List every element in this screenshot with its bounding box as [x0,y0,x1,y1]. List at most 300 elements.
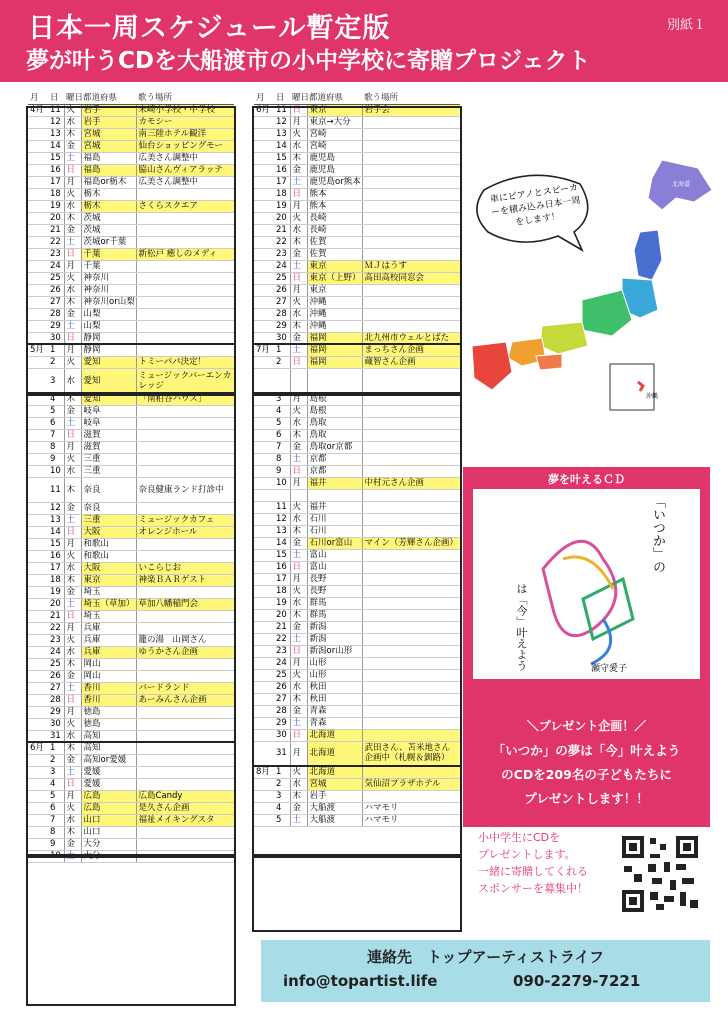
cell-weekday: 土 [64,514,81,526]
cell-day: 7 [48,429,64,441]
cell-weekday: 金 [290,537,307,549]
cell-weekday: 火 [290,501,307,513]
cell-weekday: 金 [64,754,81,766]
cell-day: 9 [48,838,64,850]
cell-day: 12 [48,116,64,128]
cell-prefecture: 鳥取or京都 [307,441,362,453]
cell-day: 26 [48,670,64,682]
cell-weekday: 土 [290,549,307,561]
cell-venue: 籠の湯 山岡さん [136,634,234,646]
cell-day: 28 [274,705,290,717]
cell-prefecture: 山梨 [81,320,136,332]
cell-day: 24 [274,260,290,272]
cell-weekday: 日 [290,356,307,368]
cell-day: 10 [48,465,64,477]
cell-day: 30 [274,332,290,344]
cell-prefecture: 岡山 [81,658,136,670]
cell-prefecture: 秋田 [307,681,362,693]
cell-day: 25 [274,272,290,284]
cell-weekday: 水 [64,368,81,393]
cell-day: 4 [48,393,64,405]
cell-day: 8 [274,453,290,465]
cell-venue: ゆうかさん企画 [136,646,234,658]
cell-day: 15 [48,538,64,550]
cell-prefecture: 神奈川or山梨 [81,296,136,308]
cell-weekday: 日 [64,429,81,441]
cell-prefecture: 沖縄 [307,320,362,332]
cell-prefecture: 大阪 [81,526,136,538]
cell-weekday: 日 [290,188,307,200]
cell-weekday: 金 [290,441,307,453]
okinawa-label: 沖縄 [646,393,659,400]
cell-weekday: 木 [64,212,81,224]
cell-prefecture: 石川 [307,513,362,525]
cell-weekday: 火 [290,296,307,308]
cell-day: 29 [48,320,64,332]
cd-art-signature: 瀬守愛子 [591,664,628,674]
cell-prefecture: 千葉 [81,248,136,260]
cell-weekday: 月 [64,441,81,453]
cell-day: 18 [274,188,290,200]
cell-weekday: 日 [64,694,81,706]
cell-day: 17 [48,562,64,574]
cell-day: 23 [48,634,64,646]
cell-day: 30 [274,729,290,741]
cell-weekday: 火 [64,272,81,284]
cell-weekday: 金 [64,670,81,682]
june-block-border [26,856,236,1006]
cell-weekday: 木 [290,609,307,621]
cell-prefecture: 青森 [307,705,362,717]
cell-prefecture: 鳥取 [307,417,362,429]
cell-day: 15 [274,549,290,561]
cell-prefecture: 福島 [81,152,136,164]
cell-venue: 広島Candy [136,790,234,802]
cell-day: 17 [274,176,290,188]
cell-weekday: 金 [64,140,81,152]
cell-day: 6 [48,417,64,429]
cell-weekday: 日 [64,164,81,176]
cell-prefecture: 新潟 [307,633,362,645]
cell-weekday: 月 [64,538,81,550]
col-prefecture: 都道府県 [307,92,362,104]
cell-prefecture: 福岡 [307,344,362,356]
cell-prefecture: 茨城 [81,212,136,224]
cell-day: 28 [274,308,290,320]
cell-prefecture: 佐賀 [307,236,362,248]
cell-weekday: 火 [64,356,81,368]
cell-day: 5 [274,417,290,429]
cell-venue: ミュージックバーエンカレッジ [136,368,234,393]
cell-prefecture: 京都 [307,453,362,465]
cell-prefecture: 岩手 [81,116,136,128]
cell-prefecture: 福岡 [307,356,362,368]
cell-weekday: 水 [64,284,81,296]
april-block-border [26,106,236,394]
cell-day: 12 [274,513,290,525]
cell-weekday: 木 [64,296,81,308]
cell-day: 19 [274,200,290,212]
cell-prefecture: 北海道 [307,729,362,741]
cell-prefecture: 東京 [81,574,136,586]
cell-month: 7月 [254,344,274,356]
cell-day: 18 [274,585,290,597]
cell-prefecture: 三重 [81,514,136,526]
cell-weekday: 日 [290,104,307,116]
cell-month: 6月 [28,742,48,754]
cell-prefecture: 岩手 [307,790,362,802]
col-day: 日 [274,92,290,104]
cell-weekday: 水 [290,308,307,320]
cd-title: 夢を叶えるＣＤ [548,473,625,486]
cell-weekday: 水 [64,814,81,826]
cell-prefecture: 宮崎 [307,140,362,152]
cell-venue: 是久さん企画 [136,802,234,814]
cell-venue: 末崎小学校・中学校 [136,104,234,116]
cell-day: 19 [48,200,64,212]
cell-prefecture: 兵庫 [81,622,136,634]
cell-day: 8 [48,826,64,838]
cell-weekday: 水 [290,597,307,609]
cell-day: 4 [48,778,64,790]
cell-weekday: 金 [64,405,81,417]
cell-day: 25 [274,669,290,681]
cell-weekday: 月 [290,116,307,128]
cell-weekday: 日 [290,729,307,741]
cell-venue: 武田さん、苫米地さん企画中（札幌＆釧路） [362,741,460,766]
cell-day: 20 [48,212,64,224]
cell-venue: あーみんさん企画 [136,694,234,706]
note-line: 小中学生にCDを [478,831,561,844]
cell-prefecture: 熊本 [307,200,362,212]
june-late-block-border [252,106,462,394]
cell-weekday: 金 [64,224,81,236]
cell-day: 16 [274,561,290,573]
cell-day: 13 [274,525,290,537]
cell-day: 2 [274,778,290,790]
cell-weekday: 日 [64,610,81,622]
cell-prefecture: 千葉 [81,260,136,272]
cell-day: 13 [48,128,64,140]
cell-day: 12 [48,502,64,514]
cell-prefecture: 神奈川 [81,272,136,284]
cell-weekday: 日 [290,561,307,573]
cell-weekday: 水 [290,681,307,693]
cell-venue: まっちさん企画 [362,344,460,356]
cell-weekday: 木 [290,790,307,802]
cd-cover-art [473,489,700,679]
cell-day: 13 [274,128,290,140]
cell-day: 24 [48,260,64,272]
contact-label: 連絡先 トップアーティストライフ [366,948,604,966]
contact-email[interactable]: info@topartist.life [283,972,438,990]
cell-day: 1 [274,766,290,778]
cell-day: 31 [274,741,290,766]
cell-day: 12 [274,116,290,128]
cell-day: 4 [274,405,290,417]
cell-prefecture: 石川or富山 [307,537,362,549]
cell-day: 10 [48,850,64,862]
cell-weekday: 金 [290,802,307,814]
cell-day: 2 [48,356,64,368]
cell-prefecture: 福島 [81,164,136,176]
cell-prefecture: 大船渡 [307,814,362,826]
cell-day: 29 [48,706,64,718]
cell-prefecture: 鹿児島or熊本 [307,176,362,188]
cell-venue: 「南粕谷ハウス」 [136,393,234,405]
cell-day: 3 [48,766,64,778]
cell-weekday: 月 [290,284,307,296]
cell-weekday: 水 [64,730,81,742]
hokkaido-label: 北海道 [672,181,691,188]
cell-day: 21 [274,621,290,633]
cell-prefecture: 大分 [81,850,136,862]
cell-weekday: 水 [290,417,307,429]
cell-day: 23 [274,248,290,260]
cell-weekday: 火 [290,128,307,140]
cell-prefecture: 青森 [307,717,362,729]
cell-day: 6 [274,429,290,441]
cell-day: 30 [48,718,64,730]
cell-weekday: 木 [64,574,81,586]
cell-day: 26 [274,284,290,296]
cell-prefecture: 富山 [307,549,362,561]
note-line: 日本一周の初日で歌う母校の [478,814,621,827]
cell-venue: 蔵智さん企画 [362,356,460,368]
cell-weekday: 火 [290,405,307,417]
cell-day: 14 [48,526,64,538]
cell-day: 27 [274,693,290,705]
cell-prefecture: 山口 [81,814,136,826]
cell-prefecture: 高知or愛媛 [81,754,136,766]
cell-weekday: 土 [290,633,307,645]
cell-weekday: 水 [290,224,307,236]
cell-day: 24 [274,657,290,669]
cell-day: 14 [274,537,290,549]
cell-day: 15 [48,152,64,164]
cell-prefecture: 高知 [81,730,136,742]
cell-prefecture: 奈良 [81,477,136,502]
cell-weekday: 木 [64,128,81,140]
cell-day: 26 [274,681,290,693]
cell-weekday: 金 [64,502,81,514]
cell-prefecture: 岩手 [81,104,136,116]
cell-weekday: 土 [64,766,81,778]
cell-weekday: 土 [290,453,307,465]
cell-venue: 中村元さん企画 [362,477,460,489]
cell-weekday: 月 [64,260,81,272]
cell-day: 11 [274,501,290,513]
cell-day: 27 [48,682,64,694]
cell-weekday: 水 [290,513,307,525]
may-block-border [26,394,236,856]
cell-venue: 福祉メイキングスタ [136,814,234,826]
cell-weekday: 月 [290,573,307,585]
cell-weekday: 木 [290,320,307,332]
cell-day: 23 [274,645,290,657]
cell-day: 22 [274,633,290,645]
bubble-text: 車にピアノとスピーカーを積み込み日本一周をします！ [489,183,582,228]
cell-day: 27 [48,296,64,308]
cell-day: 29 [274,717,290,729]
cell-weekday: 木 [64,742,81,754]
cell-prefecture: 鹿児島 [307,164,362,176]
cell-prefecture: 香川 [81,682,136,694]
cell-weekday: 月 [64,344,81,356]
cell-venue: 岩手会 [362,104,460,116]
cell-weekday: 火 [64,188,81,200]
cell-weekday: 火 [64,718,81,730]
cell-day: 7 [274,441,290,453]
cell-weekday: 日 [64,332,81,344]
cell-day: 21 [274,224,290,236]
cell-prefecture: 栃木 [81,200,136,212]
cell-prefecture: 愛知 [81,393,136,405]
cell-weekday: 月 [290,741,307,766]
august-block-border [252,856,462,932]
cell-venue: 北九州市ウェルとばた [362,332,460,344]
present-line-2: のCDを209名の子どもたちに [501,767,672,782]
cell-prefecture: 山梨 [81,308,136,320]
cell-prefecture: 奈良 [81,502,136,514]
cell-prefecture: 東京 [307,104,362,116]
cell-prefecture: 群馬 [307,609,362,621]
cell-prefecture: 島根 [307,393,362,405]
cell-weekday: 金 [64,838,81,850]
note-line: スポンサーを募集中！ [478,882,588,895]
contact-box [261,940,710,1002]
cell-venue: カモシー [136,116,234,128]
cell-day: 16 [48,164,64,176]
cell-prefecture: 福島or栃木 [81,176,136,188]
cell-day: 11 [48,477,64,502]
cell-prefecture: 宮城 [81,128,136,140]
cell-day: 22 [274,236,290,248]
note-line: 一緒に寄贈してくれる [478,865,588,878]
cell-prefecture: 大阪 [81,562,136,574]
cell-prefecture: 長野 [307,585,362,597]
col-venue: 歌う場所 [362,92,460,104]
cell-prefecture: 和歌山 [81,550,136,562]
cell-weekday: 日 [64,248,81,260]
cell-weekday: 木 [290,236,307,248]
cell-weekday: 金 [64,308,81,320]
cell-venue: 草加八幡稲門会 [136,598,234,610]
cell-day: 5 [274,814,290,826]
cell-weekday: 木 [64,477,81,502]
cell-prefecture: 石川 [307,525,362,537]
cell-day: 5 [48,790,64,802]
cell-day: 21 [48,610,64,622]
cell-venue: 高田高校同窓会 [362,272,460,284]
cell-day: 1 [48,344,64,356]
col-month: 月 [254,92,274,104]
cell-prefecture: 神奈川 [81,284,136,296]
cell-weekday: 火 [290,669,307,681]
cd-panel [463,467,710,827]
cell-venue: 新松戸 癒しのメディ [136,248,234,260]
cell-weekday: 土 [290,260,307,272]
cell-weekday: 金 [290,705,307,717]
cell-weekday: 木 [64,393,81,405]
cell-prefecture: 山形 [307,669,362,681]
cell-day: 28 [48,308,64,320]
cell-prefecture: 和歌山 [81,538,136,550]
cell-day: 20 [274,609,290,621]
cell-day: 16 [274,164,290,176]
attachment-badge: 別紙１ [666,18,706,33]
cell-day: 23 [48,248,64,260]
contact-phone[interactable]: 090-2279-7221 [513,972,641,990]
cell-venue: さくらスクエア [136,200,234,212]
cell-prefecture: 高知 [81,742,136,754]
cell-day: 21 [48,224,64,236]
cell-day: 25 [48,658,64,670]
cell-prefecture: 兵庫 [81,646,136,658]
cell-venue: 仙台ショッピングモー [136,140,234,152]
cell-weekday: 火 [64,634,81,646]
cell-prefecture: 岐阜 [81,417,136,429]
cell-prefecture: 山形 [307,657,362,669]
cell-venue: ＭＪはうす [362,260,460,272]
cell-day: 9 [48,453,64,465]
july-block-border [252,394,462,856]
cell-weekday: 木 [290,152,307,164]
cell-prefecture: 徳島 [81,706,136,718]
present-line-1: 「いつか」の夢は「今」叶えよう [492,743,681,758]
cell-prefecture: 福井 [307,501,362,513]
note-line: プレゼントします。 [478,848,576,861]
cell-prefecture: 長崎 [307,212,362,224]
cell-day: 9 [274,465,290,477]
cell-weekday: 土 [64,152,81,164]
col-venue: 歌う場所 [136,92,234,104]
cell-day: 28 [48,694,64,706]
cell-weekday: 月 [64,622,81,634]
cell-weekday: 土 [64,236,81,248]
cell-weekday: 火 [290,585,307,597]
cell-weekday: 木 [64,826,81,838]
cell-day: 2 [48,754,64,766]
cell-weekday: 月 [64,706,81,718]
cell-day: 4 [274,802,290,814]
cell-weekday: 水 [290,140,307,152]
cell-prefecture: 沖縄 [307,308,362,320]
cell-weekday: 土 [64,682,81,694]
cell-day: 16 [48,550,64,562]
cell-prefecture: 宮崎 [307,128,362,140]
cell-prefecture: 宮城 [81,140,136,152]
cell-day: 31 [48,730,64,742]
col-month: 月 [28,92,48,104]
cell-day: 19 [48,586,64,598]
cell-weekday: 土 [290,176,307,188]
cell-weekday: 日 [64,526,81,538]
cell-day: 17 [274,573,290,585]
cell-prefecture: 北海道 [307,766,362,778]
cell-venue: ミュージックカフェ [136,514,234,526]
cell-prefecture: 愛知 [81,356,136,368]
cell-prefecture: 熊本 [307,188,362,200]
qr-code[interactable] [620,834,700,914]
cell-day: 11 [48,104,64,116]
cell-weekday: 月 [290,393,307,405]
cell-prefecture: 福岡 [307,332,362,344]
cell-venue: 神楽ＢＡＲゲスト [136,574,234,586]
cell-venue: 奈良健康ランド打診中 [136,477,234,502]
cell-day: 2 [274,356,290,368]
cell-weekday: 土 [290,344,307,356]
